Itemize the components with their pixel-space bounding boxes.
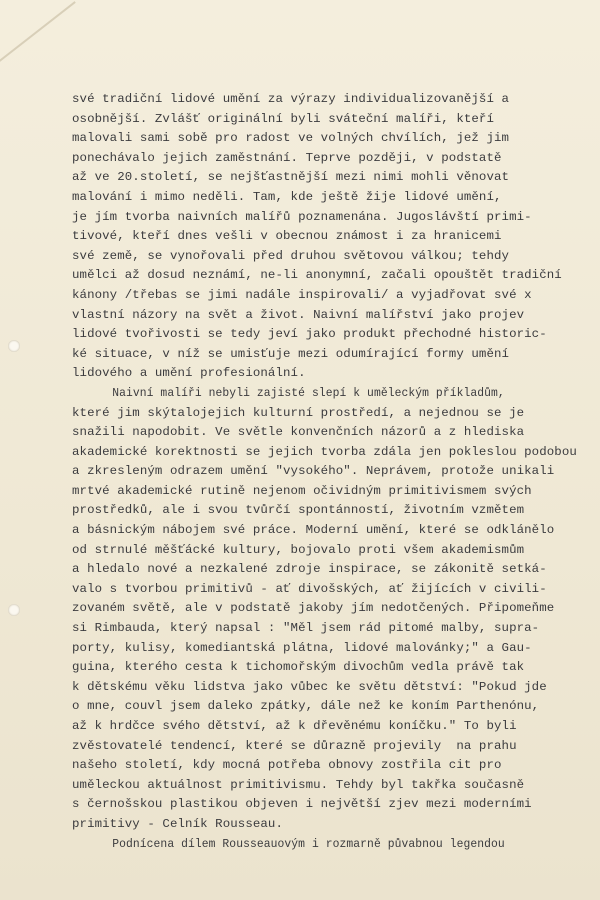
- text-line: guina, kterého cesta k tichomořským divochům vedla právě tak: [72, 660, 525, 675]
- punch-hole-upper: [8, 340, 20, 352]
- text-line: až k hrdčce svého dětství, až k dřevěnému koníčku." To byli: [72, 719, 517, 733]
- text-line: které jim skýtalojejich kulturní prostředí, a nejednou se je: [72, 405, 525, 420]
- text-line: malování i mimo neděli. Tam, kde ještě žije lidové umění,: [72, 189, 502, 204]
- text-line: malovali sami sobě pro radost ve volných chvílích, jež jim: [72, 131, 510, 146]
- text-line: si Rimbauda, který napsal : "Měl jsem rád pitomé malby, supra-: [72, 621, 540, 636]
- text-line: tivové, kteří dnes vešli v obecnou známost i za hranicemi: [72, 229, 502, 244]
- text-line: své země, se vynořovali před druhou světovou válkou; tehdy: [72, 248, 510, 263]
- text-line: k dětskému věku lidstva jako vůbec ke světu dětství: "Pokud jde: [72, 679, 547, 694]
- text-line: vlastní názory na svět a život. Naivní malířství jako projev: [72, 307, 525, 322]
- text-line: od strnulé měšťácké kultury, bojovalo proti všem akademismům: [72, 542, 525, 557]
- text-line: ponechávalo jejich zaměstnání. Teprve později, v podstatě: [72, 150, 502, 165]
- text-line: své tradiční lidové umění za výrazy individualizovanější a: [72, 92, 510, 106]
- text-line: Podnícena dílem Rousseauovým i rozmarně půvabnou legendou: [112, 836, 505, 851]
- text-line: o mne, couvl jsem daleko zpátky, dále než ke koním Parthenónu,: [72, 699, 540, 714]
- text-line: umělci až dosud neznámí, ne-li anonymní, začali opouštět tradiční: [72, 268, 562, 283]
- text-line: a básnickým nábojem své práce. Moderní umění, které se odklánělo: [72, 523, 555, 538]
- punch-hole-lower: [8, 604, 20, 616]
- text-line: kánony /třebas se jimi nadále inspirovali/ a vyjadřovat své x: [72, 287, 532, 302]
- text-line: je jím tvorba naivních malířů poznamenána. Jugoslávští primi-: [72, 209, 532, 224]
- text-line: valo s tvorbou primitivů - ať divošských, ať žijících v civili-: [72, 581, 547, 596]
- text-line: mrtvé akademické rutině nejenom očividným primitivismem svých: [72, 483, 532, 498]
- text-line: zovaném světě, ale v podstatě jakoby jím nedotčených. Připomeňme: [72, 601, 555, 616]
- text-line: zvěstovatelé tendencí, které se důrazně projevily na prahu: [72, 738, 517, 753]
- page-fold-crease: [0, 1, 76, 76]
- text-line: prostředků, ale i svou tvůrčí spontánností, životním vzmětem: [72, 503, 525, 518]
- body-text: [72, 90, 582, 854]
- text-line: lidového a umění profesionální.: [72, 366, 306, 381]
- text-line: snažili napodobit. Ve světle konvenčních názorů a z hlediska: [72, 425, 525, 440]
- text-line: s černošskou plastikou objeven i největší zjev mezi moderními: [72, 797, 532, 812]
- text-line: a zkresleným odrazem umění "vysokého". Neprávem, protože unikali: [72, 464, 555, 479]
- text-line: osobnější. Zvlášť originální byli sváteční malíři, kteří: [72, 111, 494, 126]
- text-line: lidové tvořivosti se tedy jeví jako produkt přechodné historic-: [72, 327, 547, 342]
- text-line: a hledalo nové a nezkalené zdroje inspirace, se zákonitě setká-: [72, 562, 547, 577]
- text-line: akademické korektnosti se jejich tvorba zdála jen pokleslou podobou: [72, 444, 577, 459]
- text-line: Naivní malíři nebyli zajisté slepí k uměleckým příkladům,: [112, 385, 505, 400]
- text-line: ké situace, v níž se umisťuje mezi odumírající formy umění: [72, 346, 510, 361]
- text-line: primitivy - Celník Rousseau.: [72, 816, 283, 831]
- text-line: uměleckou aktuálnost primitivismu. Tehdy byl takřka současně: [72, 777, 525, 792]
- text-line: až ve 20.století, se nejšťastnější mezi nimi mohli věnovat: [72, 170, 510, 185]
- text-line: porty, kulisy, komediantská plátna, lidové malovánky;" a Gau-: [72, 640, 532, 655]
- text-line: našeho století, kdy mocná potřeba obnovy zostřila cit pro: [72, 758, 502, 773]
